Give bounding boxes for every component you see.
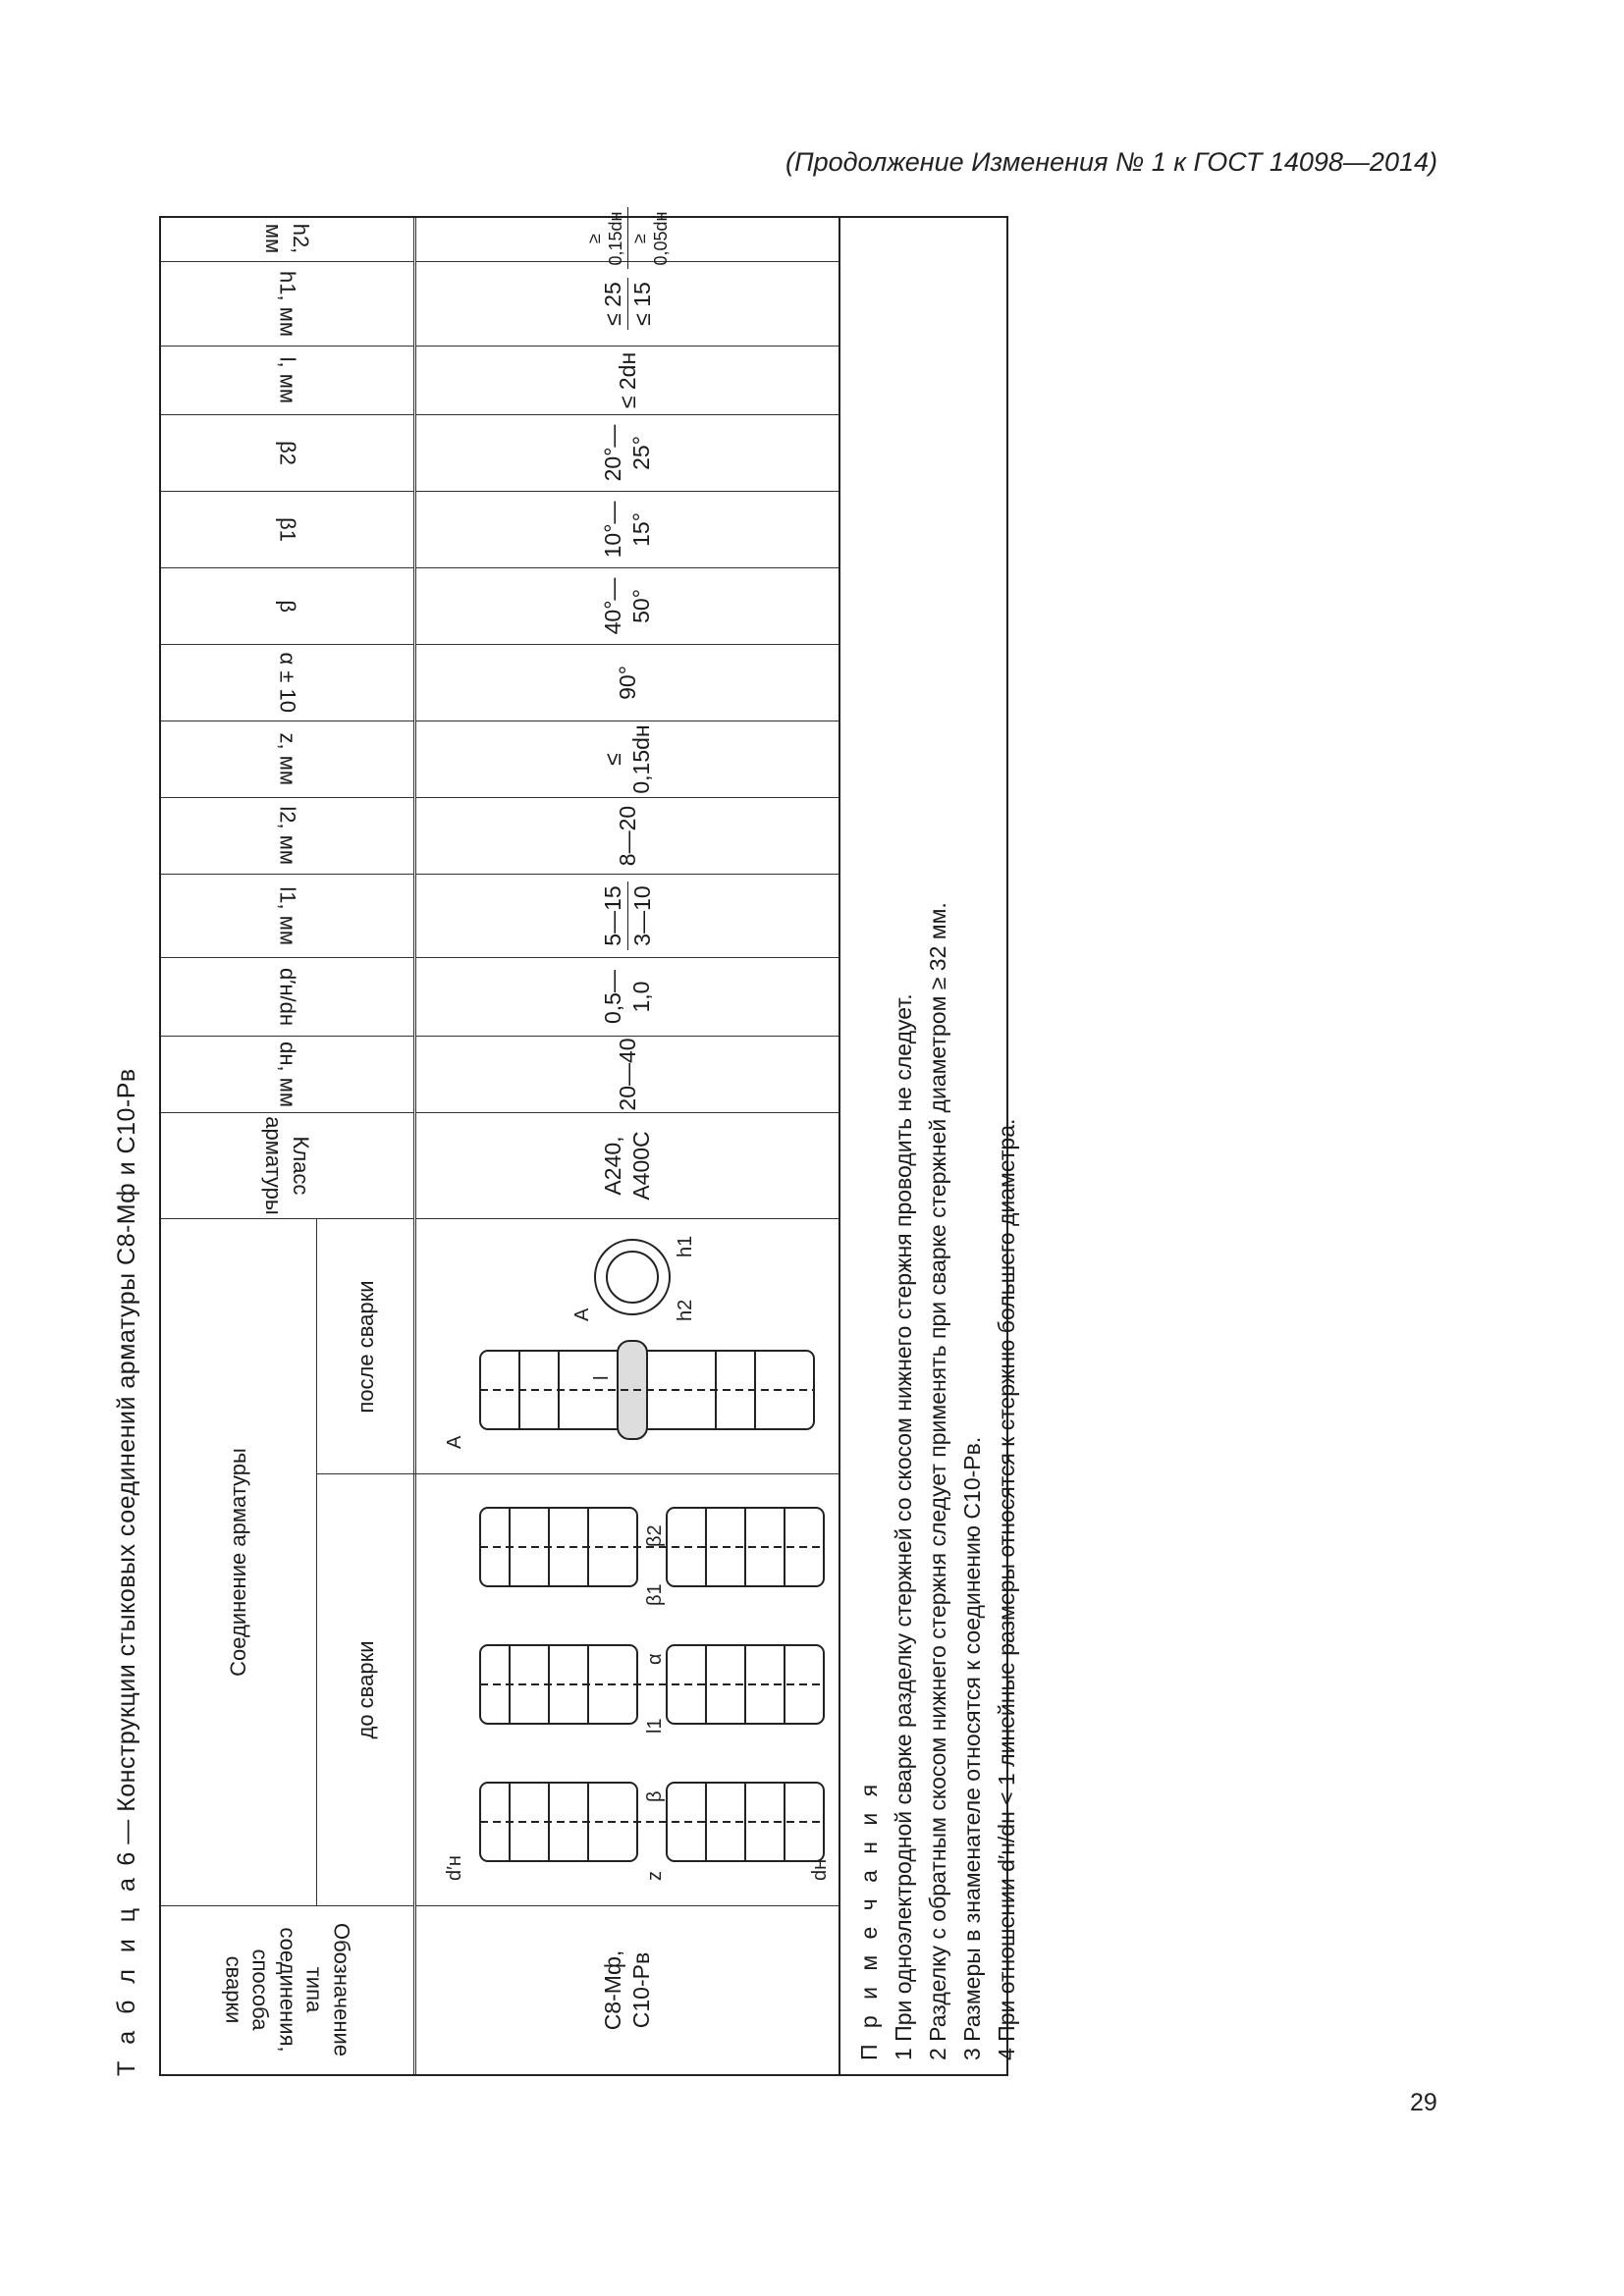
drawing-before-welding (416, 1473, 839, 1905)
label-A-section: A (444, 1436, 465, 1450)
header-h1: h1, мм (161, 261, 413, 346)
header-alpha: α ± 10 (161, 644, 413, 721)
rebar-after-welding-drawing (421, 1224, 834, 1469)
value-designation: С8-Мф, С10-Рв (416, 1905, 839, 2074)
value-h1: ≤ 25 ≤ 15 (416, 261, 839, 346)
header-class: Класс арматуры (161, 1112, 413, 1218)
value-alpha: 90° (416, 644, 839, 721)
caption-prefix: Т а б л и ц а (113, 1873, 140, 2076)
note-3: 3 Размеры в знаменателе относятся к соединению С10-Рв. (959, 1436, 985, 2060)
rebar-before-welding-drawing (421, 1479, 834, 1901)
label-beta: β (644, 1790, 666, 1803)
rotated-table-block (113, 211, 1019, 2076)
label-dn: dн (809, 1859, 831, 1882)
note-4: 4 При отношении d′н/dн < 1 линейные размеры относятся к стержню большего диаметра. (994, 1118, 1019, 2060)
label-beta2: β2 (644, 1524, 666, 1548)
notes (852, 902, 1024, 2060)
value-l2: 8—20 (416, 797, 839, 874)
header-after-welding: после сварки (353, 1280, 379, 1414)
value-h2: ≥ 0,15dн ≥ 0,05dн (416, 216, 839, 261)
note-2: 2 Разделку с обратным скосом нижнего стержня следует применять при сварке стержней диаметром ≥ 32 мм. (925, 902, 950, 2060)
header-row (161, 218, 416, 2074)
header-dn: dн, мм (161, 1036, 413, 1112)
page-header: (Продолжение Изменения № 1 к ГОСТ 14098—2014) (785, 147, 1437, 177)
header-z: z, мм (161, 721, 413, 797)
header-before-welding: до сварки (316, 1473, 416, 1905)
value-class: А240, А400С (416, 1112, 839, 1218)
value-beta2: 20°—25° (416, 414, 839, 491)
data-row (416, 211, 839, 2074)
header-ratio: d′н/dн (161, 957, 413, 1036)
label-h2: h2 (675, 1300, 696, 1322)
header-beta2: β2 (161, 414, 413, 491)
table (159, 211, 1019, 2076)
header-designation: Обозначение типа соединения, способа сварки (161, 1905, 413, 2074)
value-l: ≤ 2dн (416, 346, 839, 414)
label-l: l (591, 1376, 613, 1381)
header-beta1: β1 (161, 491, 413, 567)
value-z: ≤ 0,15dн (416, 721, 839, 797)
header-h2: h2, мм (261, 223, 313, 254)
label-alpha: α (644, 1653, 666, 1666)
header-connection (161, 1218, 413, 1905)
note-1: 1 При одноэлектродной сварке разделку стержней со скосом нижнего стержня проводить не следует. (891, 993, 916, 2060)
label-dn-prime: d′н (444, 1855, 465, 1882)
notes-row (839, 218, 1019, 2074)
header-l2: l2, мм (161, 797, 413, 874)
label-h1: h1 (675, 1236, 696, 1258)
label-l1: l1 (644, 1718, 666, 1735)
drawing-after-welding (416, 1218, 839, 1473)
label-A: A (571, 1308, 593, 1322)
table-caption (113, 1068, 141, 2076)
page-number: 29 (1410, 2089, 1437, 2116)
label-z: z (644, 1871, 666, 1882)
value-ratio: 0,5—1,0 (416, 957, 839, 1036)
label-beta1: β1 (644, 1583, 666, 1607)
value-beta1: 10°—15° (416, 491, 839, 567)
value-dn: 20—40 (416, 1036, 839, 1112)
caption-text: 6 — Конструкции стыковых соединений арматуры С8-Мф и С10-Рв (113, 1068, 140, 1866)
notes-title: П р и м е ч а н и я (856, 1779, 882, 2060)
header-connection-title: Соединение арматуры (161, 1219, 317, 1905)
value-beta: 40°—50° (416, 567, 839, 644)
header-beta: β (161, 567, 413, 644)
value-l1: 5—15 3—10 (416, 874, 839, 957)
header-l1: l1, мм (161, 874, 413, 957)
header-l: l, мм (161, 346, 413, 414)
